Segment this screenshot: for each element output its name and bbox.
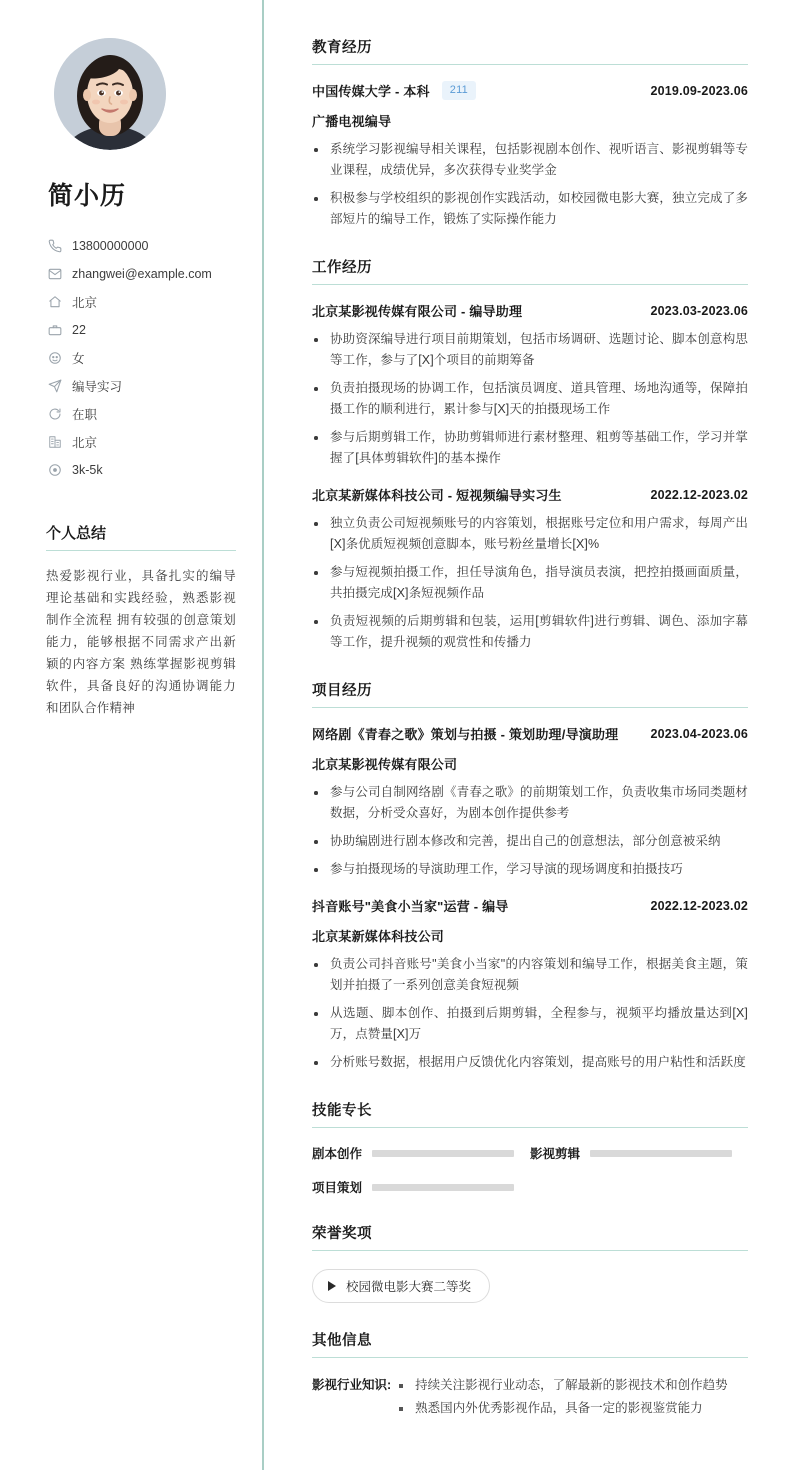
project-company: 北京某新媒体科技公司	[312, 929, 445, 944]
skill-item	[312, 1178, 530, 1196]
education-bullets	[312, 139, 748, 230]
skill-track	[372, 1184, 514, 1191]
project-entry-head	[312, 724, 748, 743]
section-other	[312, 1329, 748, 1420]
home-icon	[48, 295, 62, 309]
contact-gender	[46, 344, 236, 372]
envelope-icon	[48, 267, 62, 281]
project-name-role: 网络剧《青春之歌》策划与拍摄 - 策划助理/导演助理	[312, 727, 619, 742]
contact-salary	[46, 456, 236, 484]
project-date: 2023.04-2023.06	[650, 726, 748, 741]
section-projects	[312, 679, 748, 1073]
project-entry	[312, 896, 748, 1073]
work-date: 2023.03-2023.06	[650, 303, 748, 318]
gender-icon	[48, 351, 62, 365]
building-icon	[48, 435, 62, 449]
project-bullets	[312, 954, 748, 1073]
work-entry	[312, 485, 748, 653]
work-bullets	[312, 329, 748, 469]
section-education	[312, 36, 748, 230]
list-item: 协助资深编导进行项目前期策划，包括市场调研、选题讨论、脚本创意构思等工作，参与了[X]个项目的前期筹备	[312, 329, 748, 371]
work-date: 2022.12-2023.02	[650, 487, 748, 502]
other-group	[312, 1374, 748, 1420]
education-date: 2019.09-2023.06	[650, 83, 748, 98]
contact-position-value: 编导实习	[72, 380, 123, 394]
summary-section-title: 个人总结	[46, 522, 236, 551]
avatar-photo	[54, 38, 166, 150]
list-item: 参与公司自制网络剧《青春之歌》的前期策划工作，负责收集市场同类题材数据，分析受众喜好，为剧本创作提供参考	[312, 782, 748, 824]
work-entry-head	[312, 485, 748, 504]
projects-section-title: 项目经历	[312, 679, 748, 708]
project-bullets	[312, 782, 748, 880]
contact-gender-value: 女	[72, 352, 85, 366]
contact-location-value: 北京	[72, 296, 98, 310]
contact-age-value: 22	[72, 323, 86, 337]
education-major: 广播电视编导	[312, 114, 392, 129]
list-item: 积极参与学校组织的影视创作实践活动，如校园微电影大赛，独立完成了多部短片的编导工作，锻炼了实际操作能力	[312, 188, 748, 230]
contact-position	[46, 372, 236, 400]
list-item: 协助编剧进行剧本修改和完善，提出自己的创意想法，部分创意被采纳	[312, 831, 748, 852]
section-awards	[312, 1222, 748, 1303]
contact-phone	[46, 232, 236, 260]
work-company-role: 北京某影视传媒有限公司 - 编导助理	[312, 304, 523, 319]
project-entry-head	[312, 896, 748, 915]
skill-track	[372, 1150, 514, 1157]
project-company: 北京某影视传媒有限公司	[312, 757, 458, 772]
paper-plane-icon	[48, 379, 62, 393]
project-date: 2022.12-2023.02	[650, 898, 748, 913]
list-item: 负责公司抖音账号"美食小当家"的内容策划和编导工作，根据美食主题，策划并拍摄了一系列创意美食短视频	[312, 954, 748, 996]
skill-label: 项目策划	[312, 1181, 363, 1195]
education-section-title: 教育经历	[312, 36, 748, 65]
list-item: 独立负责公司短视频账号的内容策划，根据账号定位和用户需求，每周产出[X]条优质短视频创意脚本，账号粉丝量增长[X]%	[312, 513, 748, 555]
skill-label: 剧本创作	[312, 1147, 363, 1161]
education-entry-head	[312, 81, 748, 100]
list-item: 参与短视频拍摄工作，担任导演角色，指导演员表演，把控拍摄画面质量，共拍摄完成[X]条短视频作品	[312, 562, 748, 604]
contact-city	[46, 428, 236, 456]
skills-section-title: 技能专长	[312, 1099, 748, 1128]
contact-list	[46, 232, 236, 484]
work-entry	[312, 301, 748, 469]
work-section-title: 工作经历	[312, 256, 748, 285]
contact-email-value: zhangwei@example.com	[72, 267, 212, 281]
skill-item	[530, 1144, 748, 1162]
award-label: 校园微电影大赛二等奖	[346, 1280, 472, 1294]
list-item: 分析账号数据，根据用户反馈优化内容策划，提高账号的用户粘性和活跃度	[312, 1052, 748, 1073]
target-icon	[48, 463, 62, 477]
list-item: 从选题、脚本创作、拍摄到后期剪辑，全程参与，视频平均播放量达到[X]万，点赞量[X]万	[312, 1003, 748, 1045]
contact-status	[46, 400, 236, 428]
skills-grid	[312, 1144, 748, 1196]
sidebar	[0, 0, 264, 1470]
contact-email	[46, 260, 236, 288]
list-item: 熟悉国内外优秀影视作品，具备一定的影视鉴赏能力	[393, 1397, 748, 1420]
person-name: 简小历	[48, 182, 127, 210]
awards-row	[312, 1269, 748, 1303]
other-group-label: 影视行业知识:	[312, 1378, 392, 1392]
status-badge: 211	[442, 81, 476, 99]
contact-city-value: 北京	[72, 436, 98, 450]
summary-text: 热爱影视行业，具备扎实的编导理论基础和实践经验，熟悉影视制作全流程 拥有较强的创意策划能力，能够根据不同需求产出新颖的内容方案 熟练掌握影视剪辑软件，具备良好的沟通协调能力和团队合作精神	[46, 569, 236, 715]
skill-item	[312, 1144, 530, 1162]
education-school: 中国传媒大学 - 本科	[312, 84, 430, 99]
skill-track	[590, 1150, 732, 1157]
section-work	[312, 256, 748, 653]
avatar	[54, 38, 166, 150]
other-list	[393, 1374, 748, 1420]
section-skills	[312, 1099, 748, 1196]
skill-label: 影视剪辑	[530, 1147, 581, 1161]
phone-icon	[48, 239, 62, 253]
triangle-play-icon	[328, 1281, 336, 1291]
other-section-title: 其他信息	[312, 1329, 748, 1358]
contact-salary-value: 3k-5k	[72, 463, 103, 477]
education-school-line	[312, 81, 476, 100]
award-tag[interactable]	[312, 1269, 490, 1303]
refresh-icon	[48, 407, 62, 421]
education-entry	[312, 81, 748, 230]
list-item: 参与拍摄现场的导演助理工作，学习导演的现场调度和拍摄技巧	[312, 859, 748, 880]
list-item: 系统学习影视编导相关课程，包括影视剧本创作、视听语言、影视剪辑等专业课程，成绩优异，多次获得专业奖学金	[312, 139, 748, 181]
list-item: 参与后期剪辑工作，协助剪辑师进行素材整理、粗剪等基础工作，学习并掌握了[具体剪辑软件]的基本操作	[312, 427, 748, 469]
main-content	[264, 0, 794, 1470]
list-item: 负责拍摄现场的协调工作，包括演员调度、道具管理、场地沟通等，保障拍摄工作的顺利进行，累计参与[X]天的拍摄现场工作	[312, 378, 748, 420]
list-item: 持续关注影视行业动态，了解最新的影视技术和创作趋势	[393, 1374, 748, 1397]
project-name-role: 抖音账号"美食小当家"运营 - 编导	[312, 899, 509, 914]
briefcase-icon	[48, 323, 62, 337]
awards-section-title: 荣誉奖项	[312, 1222, 748, 1251]
work-entry-head	[312, 301, 748, 320]
contact-status-value: 在职	[72, 408, 98, 422]
work-company-role: 北京某新媒体科技公司 - 短视频编导实习生	[312, 488, 562, 503]
list-item: 负责短视频的后期剪辑和包装，运用[剪辑软件]进行剪辑、调色、添加字幕等工作，提升视频的观赏性和传播力	[312, 611, 748, 653]
project-entry	[312, 724, 748, 880]
contact-location	[46, 288, 236, 316]
work-bullets	[312, 513, 748, 653]
contact-age	[46, 316, 236, 344]
contact-phone-value: 13800000000	[72, 239, 149, 253]
